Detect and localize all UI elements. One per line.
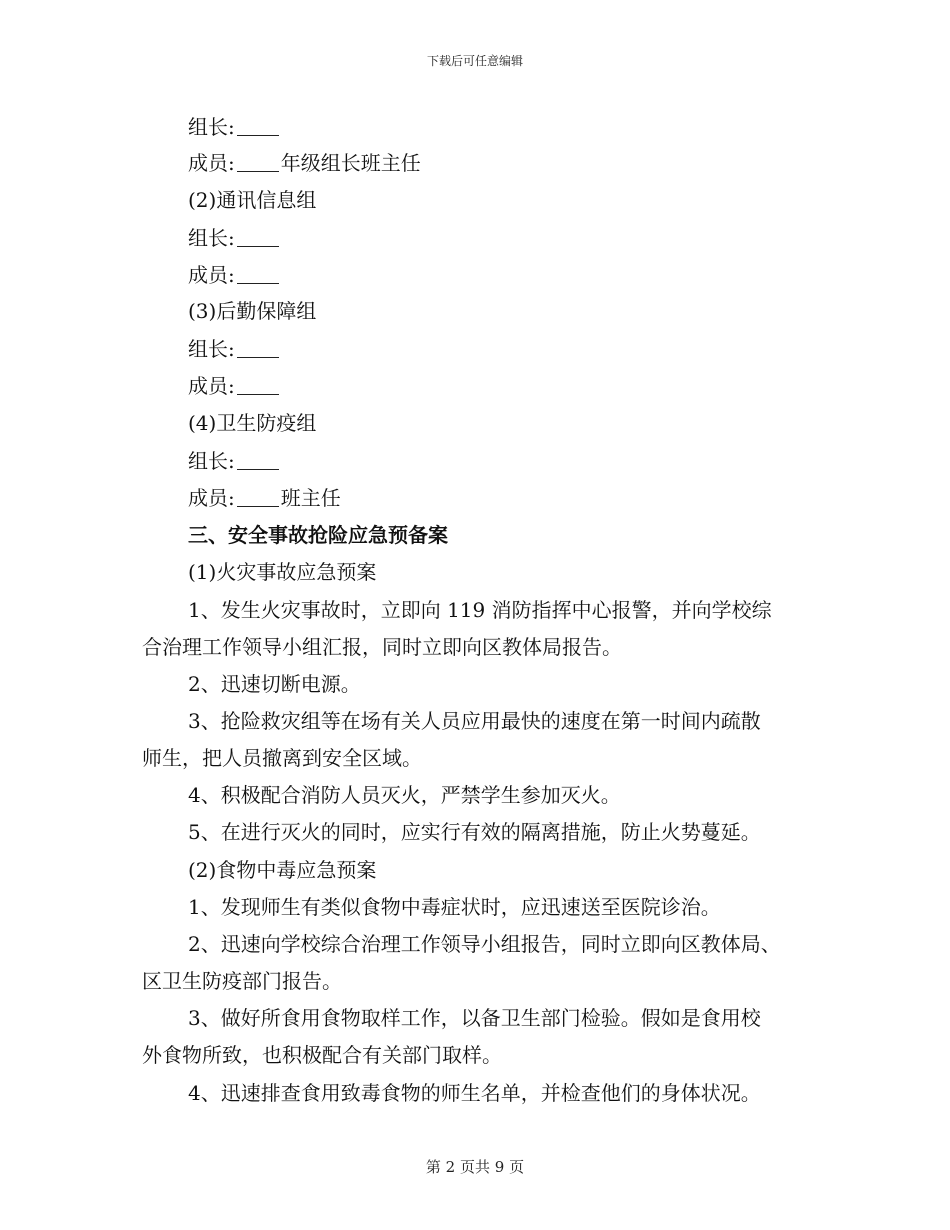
team-leader-line (188, 448, 281, 474)
group-heading: (3)后勤保障组 (188, 299, 317, 323)
suffix-text: 班主任 (280, 486, 341, 510)
team-leader-line (188, 225, 281, 251)
team-member-line (188, 373, 281, 399)
paragraph-line: 1、发生火灾事故时，立即向 119 消防指挥中心报警，并向学校综 (188, 598, 772, 622)
section-heading: 三、安全事故抢险应急预备案 (188, 523, 448, 547)
label: 成员: (188, 263, 235, 287)
page-footer: 第 2 页共 9 页 (425, 1158, 525, 1176)
group-heading: (2)通讯信息组 (188, 188, 317, 212)
paragraph-line: 2、迅速切断电源。 (188, 672, 361, 696)
paragraph-line: 3、做好所食用食物取样工作，以备卫生部门检验。假如是食用校 (188, 1006, 761, 1030)
paragraph-line: 4、积极配合消防人员灭火，严禁学生参加灭火。 (188, 783, 621, 807)
team-member-line (188, 262, 281, 288)
paragraph-line: 3、抢险救灾组等在场有关人员应用最快的速度在第一时间内疏散 (188, 709, 761, 733)
paragraph-line: 合治理工作领导小组汇报，同时立即向区教体局报告。 (142, 635, 622, 659)
label: 成员: (188, 151, 235, 175)
suffix-text: 年级组长班主任 (280, 151, 421, 175)
team-member-line (188, 485, 341, 511)
blank-underline (237, 117, 279, 136)
label: 组长: (188, 226, 235, 250)
subsection-heading: (2)食物中毒应急预案 (188, 858, 377, 882)
blank-underline (237, 228, 279, 247)
label: 组长: (188, 115, 235, 139)
paragraph-line: 5、在进行灭火的同时，应实行有效的隔离措施，防止火势蔓延。 (188, 820, 761, 844)
label: 组长: (188, 337, 235, 361)
blank-underline (237, 376, 279, 395)
label: 组长: (188, 449, 235, 473)
paragraph-line: 2、迅速向学校综合治理工作领导小组报告，同时立即向区教体局、 (188, 932, 781, 956)
group-heading: (4)卫生防疫组 (188, 411, 317, 435)
blank-underline (237, 451, 279, 470)
label: 成员: (188, 486, 235, 510)
page-header: 下载后可任意编辑 (426, 54, 523, 68)
blank-underline (237, 153, 279, 172)
blank-underline (237, 488, 279, 507)
team-leader-line (188, 336, 281, 362)
blank-underline (237, 339, 279, 358)
subsection-heading: (1)火灾事故应急预案 (188, 560, 377, 584)
label: 成员: (188, 374, 235, 398)
paragraph-line: 1、发现师生有类似食物中毒症状时，应迅速送至医院诊治。 (188, 895, 721, 919)
paragraph-line: 4、迅速排查食用致毒食物的师生名单，并检查他们的身体状况。 (188, 1081, 761, 1105)
team-member-line (188, 150, 421, 176)
team-leader-line (188, 114, 281, 140)
blank-underline (237, 265, 279, 284)
paragraph-line: 区卫生防疫部门报告。 (142, 969, 342, 993)
paragraph-line: 师生，把人员撤离到安全区域。 (142, 746, 422, 770)
paragraph-line: 外食物所致，也积极配合有关部门取样。 (142, 1043, 502, 1067)
